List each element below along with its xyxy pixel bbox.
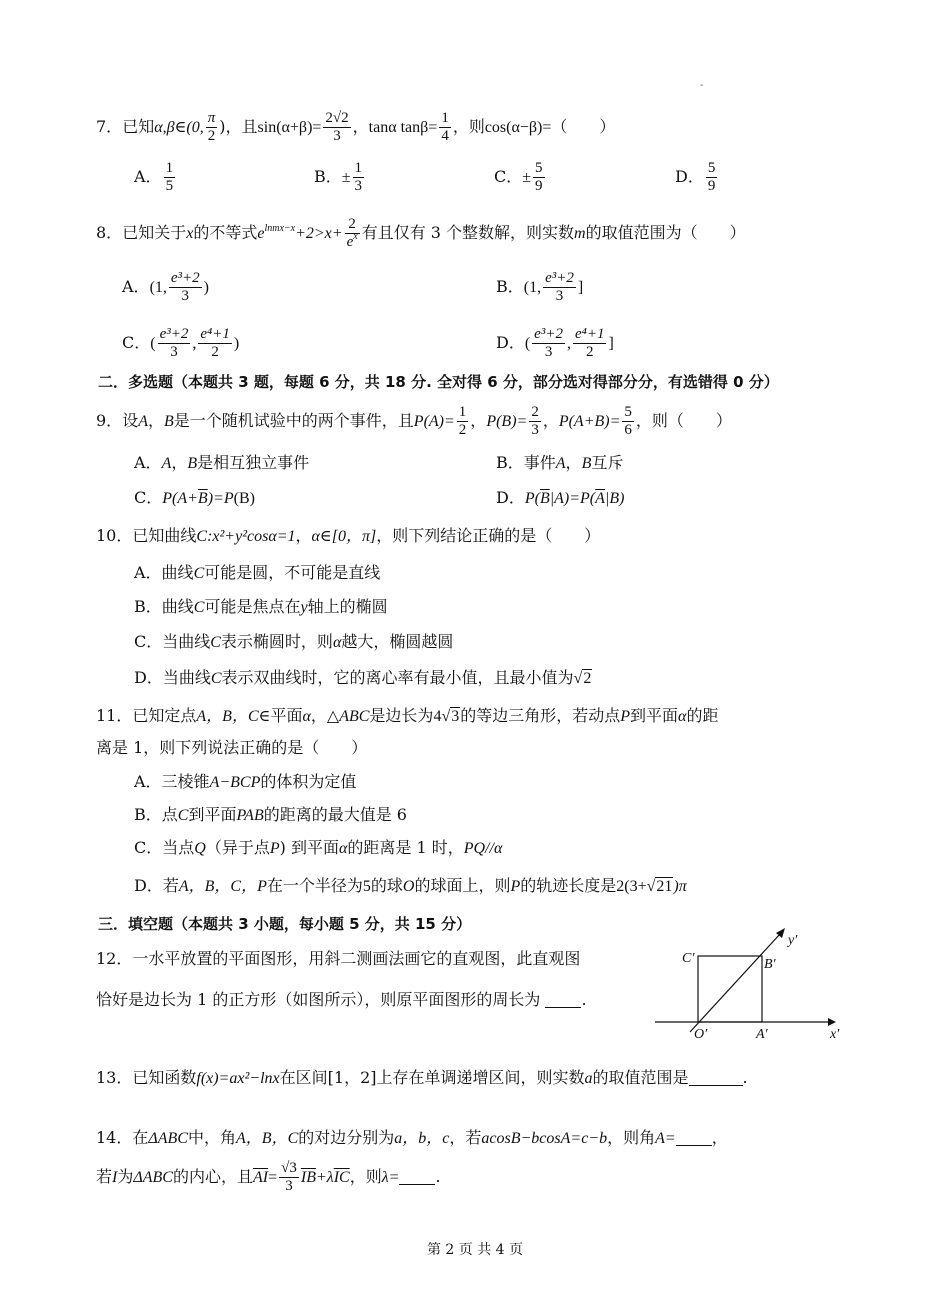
q14-line2-text-2: 为 [117,1167,134,1186]
q14-frac [279,1160,299,1195]
q10-c-label: C．当曲线 [134,632,211,651]
q9-pab: P(A+B)= [558,413,621,430]
q14-plus-lambda: +λ [315,1169,334,1186]
q8-d-frac-2 [573,326,607,361]
q14-answer-blank-1[interactable] [676,1131,712,1146]
q11-line-2: 离是 1，则下列说法正确的是（ ） [96,738,368,757]
q11-option-a [134,770,356,795]
q10-c-text-2: 越大，椭圆越圆 [341,632,454,651]
q9-comma-2: ， [470,411,487,430]
label-c-prime: C′ [682,951,695,966]
q11-d-expr-2: )π [673,878,687,895]
q7-tan-den: 4 [441,128,449,144]
q8-b-label: B． [496,277,524,296]
q8-d-post: ] [608,335,614,352]
q14-equals: = [268,1169,278,1186]
q9-comma-1: ， [147,411,164,430]
q11-side: 4 [433,708,442,725]
q8-a-pre: (1, [149,279,167,296]
q7-vars: α,β∈(0, [154,119,204,136]
q10-b-y: y [300,599,308,616]
q7-b-den: 3 [354,178,363,194]
q9-a-event-b: B [187,455,198,472]
q11-b-label: B．点 [134,805,178,824]
q10-option-a [134,561,380,586]
q7-d-den: 9 [707,178,716,194]
q8-frac-den-e: e [346,234,354,250]
q11-alpha: α [302,708,311,725]
q7-comma: ， [352,117,369,136]
q7-c-num: 5 [535,160,543,176]
q9-d-expr-2: |A)=P( [549,490,596,507]
question-8 [96,216,746,251]
q8-a-frac [169,270,202,305]
q12-line-2-row [96,988,587,1012]
q9-pb-num: 2 [531,404,539,420]
q11-b-c: C [177,807,189,824]
q8-d-den-1: 3 [544,344,553,360]
q11-alpha-2: α [678,708,687,725]
q14-i: I [112,1169,118,1186]
q10-a-label: A．曲线 [134,563,194,582]
q8-d-frac-1 [532,326,565,361]
q9-comma-3: ， [542,411,559,430]
q9-number: 9． [96,411,123,430]
q9-c-expr-3: (B) [233,490,255,507]
q10-option-d [134,666,592,691]
q7-c-sign: ± [522,169,532,186]
q7-sin-frac [323,110,350,145]
q9-pab-den: 6 [624,422,632,438]
q9-a-event-a: A [161,455,172,472]
q8-d-comma: , [566,335,571,352]
q11-d-o: O [402,878,415,895]
q8-option-a [122,270,209,305]
q8-c-num-1: e³+2 [159,326,189,342]
q7-two: 2 [207,128,216,144]
q9-option-d [496,486,624,511]
q7-option-c [494,160,547,195]
q14-number: 14． [96,1128,133,1147]
q7-text-3: ，则 [452,117,485,136]
q10-c-text-1: 表示椭圆时，则 [220,632,333,651]
q8-a-post: ) [203,279,209,296]
q7-a-label: A． [134,167,162,186]
q10-text-2: ，则下列结论正确的是（ ） [376,526,601,545]
q7-cos: cos(α−β)= [484,119,552,136]
q9-b-event-b: B [581,455,592,472]
q8-b-frac [543,270,576,305]
q8-c-frac-2 [198,326,232,361]
q9-pab-num: 5 [624,404,632,420]
x-axis-arrow [828,1018,836,1026]
q9-c-expr-2: )=P [207,490,234,507]
label-y-prime: y′ [788,933,798,948]
q10-b-text-2: 轴上的椭圆 [307,597,388,616]
q7-option-b [314,160,366,195]
q9-d-expr-1: P( [524,490,540,507]
q14-frac-den: 3 [285,1178,293,1194]
q8-exponent: lnmx−x [264,223,296,234]
q8-b-post: ] [577,279,584,296]
q9-a-text: 是相互独立事件 [197,453,310,472]
q9-b-label: B．事件 [496,453,556,472]
q14-vector-ib: $\overline{IB}$ [300,1169,316,1186]
q7-d-label: D． [675,167,704,186]
q7-a-den: 5 [165,178,174,194]
q14-text-5: ，则角 [607,1128,656,1147]
q9-text-2: 是一个随机试验中的两个事件，且 [173,411,414,430]
q9-pab-frac [622,404,634,439]
q11-c-p: P [269,840,280,857]
q11-p: P [620,708,631,725]
q10-d-label: D．当曲线 [134,668,211,687]
q8-c-frac-1 [158,326,191,361]
q11-d-r: 5 [362,878,371,895]
q14-sides: a，b，c [394,1130,450,1147]
q8-c-post: ) [233,335,240,352]
q9-a-comma: ， [171,453,188,472]
q8-frac-den-exp: x [353,231,358,242]
q7-option-a [134,160,177,195]
q13-text-2: 在区间[1，2]上存在单调递增区间，则实数 [279,1068,585,1087]
label-b-prime: B′ [764,957,776,972]
q14-comma: ， [711,1128,728,1147]
q14-text-2: 中，角 [188,1128,237,1147]
q10-b-label: B．曲线 [134,597,194,616]
q7-pi: π [207,110,216,126]
q7-d-num: 5 [707,160,716,176]
q11-c-text-2: ) 到平面 [279,838,339,857]
q9-b: B [164,413,174,430]
q7-option-d [675,160,719,195]
q11-text-4: 是边长为 [369,706,434,725]
q11-text-5: 的等边三角形，若动点 [460,706,621,725]
q11-option-b [134,803,407,828]
q11-c-label: C．当点 [134,838,195,857]
q9-b-event-a: A [555,455,566,472]
q7-sin-num: 2√2 [325,110,349,126]
q9-pb-den: 3 [531,422,539,438]
question-10 [96,524,600,549]
q11-option-c [134,836,502,861]
q8-text-3: 有且仅有 3 个整数解，则实数 [361,223,575,242]
q11-a-expr: A−BCP [209,774,261,791]
q9-pa-frac [457,404,469,439]
q7-sin-den: 3 [333,128,341,144]
q8-m: m [574,225,586,242]
q9-d-expr-3: |B) [604,490,625,507]
q14-vector-ic: $\overline{IC}$ [333,1169,350,1186]
q7-tan-num: 1 [441,110,449,126]
q8-d-label: D． [496,333,525,352]
q10-comma: ， [295,526,312,545]
q14-line2-text-3: 的内心，且 [172,1167,253,1186]
q14-text-3: 的对边分别为 [298,1128,395,1147]
q8-text-2: 的不等式 [193,223,258,242]
q8-b-den: 3 [555,288,564,304]
q7-d-frac [706,160,718,195]
q9-b-text: 互斥 [591,453,624,472]
q14-triangle: ΔABC [148,1130,188,1147]
q13-text: 已知函数 [132,1068,197,1087]
question-7 [96,110,615,145]
q9-d-label: D． [496,488,525,507]
q11-text-3: ，△ [310,706,340,725]
q11-a-text: 的体积为定值 [260,772,357,791]
label-o-prime: O′ [694,1027,708,1042]
q9-d-bar-a: $\overline{A}$ [595,490,605,507]
q8-mid: +2>x+ [295,225,343,242]
label-x-prime: x′ [830,1027,840,1042]
q11-side-sqrt-value: 3 [451,708,460,725]
q10-d-c: C [210,670,222,687]
y-axis-line [690,934,780,1032]
q11-text-7: 的距 [686,706,719,725]
q7-text: 已知 [122,117,155,136]
q8-c-comma: , [192,335,197,352]
q14-text-4: ，若 [449,1128,482,1147]
q11-number: 11． [96,706,133,725]
q9-pb-frac [529,404,541,439]
q7-tan-frac [439,110,451,145]
q8-d-pre: ( [524,335,531,352]
q10-option-c [134,630,453,655]
q11-c-expr: PQ//α [463,840,503,857]
q8-frac [345,216,360,251]
q11-d-text-3: 的球面上，则 [414,876,511,895]
q14-text: 在 [132,1128,149,1147]
question-9 [96,404,732,439]
q12-answer-blank[interactable] [545,993,581,1008]
q14-line-2 [96,1160,441,1195]
q11-d-text-1: 在一个半径为 [266,876,363,895]
q8-text: 已知关于 [122,223,187,242]
q11-b-text-2: 的距离的最大值是 6 [263,805,407,824]
q8-d-den-2: 2 [585,344,594,360]
q9-a-label: A． [134,453,162,472]
q9-text: 设 [122,411,139,430]
q11-d-expr-1: 2(3+ [616,878,647,895]
q8-d-num-1: e³+2 [534,326,563,342]
q10-number: 10． [96,526,133,545]
q14-line2-text-4: ，则 [349,1167,382,1186]
q10-a-text: 可能是圆，不可能是直线 [204,563,381,582]
q10-d-sqrt: √2 [573,670,592,687]
q13-text-3: 的取值范围是 [592,1068,689,1087]
q8-e: e [257,225,265,242]
q11-d-p: P [510,878,521,895]
q14-points: A，B，C [236,1130,299,1147]
q9-c-expr-1: P(A+ [162,490,198,507]
section-fill-blank-heading: 三．填空题（本题共 3 小题，每小题 5 分，共 15 分） [98,915,472,933]
q8-option-b [496,270,583,305]
q8-c-den-1: 3 [170,344,178,360]
q11-text: 已知定点 [132,706,197,725]
q7-b-label: B． [314,167,342,186]
q9-option-a [134,451,309,476]
section-multiple-choice-heading: 二．多选题（本题共 3 题，每题 6 分，共 18 分. 全对得 6 分，部分选对得部分分，有选错得 0 分） [98,373,779,391]
q7-number: 7． [96,117,123,136]
q14-angle-a: A= [655,1130,676,1147]
q8-frac-num: 2 [345,216,360,234]
q9-pb: P(B)= [486,413,528,430]
q11-c-q: Q [194,840,206,857]
q10-range: α∈[0，π] [311,528,377,545]
q12-number: 12． [96,949,133,968]
q10-c-c: C [210,634,221,651]
q8-x: x [186,225,194,242]
q8-frac-den [345,231,360,251]
q13-a: a [584,1070,593,1087]
q7-paren: （ ） [551,117,616,136]
q12-line-2: 恰好是边长为 1 的正方形（如图所示），则原平面图形的周长为 [96,990,541,1009]
q13-answer-blank[interactable] [689,1071,743,1086]
q10-option-b [134,595,388,620]
q8-number: 8． [96,223,123,242]
q7-b-frac [353,160,365,195]
q11-d-label: D．若 [134,876,179,895]
q8-c-label: C． [122,333,151,352]
q8-c-den-2: 2 [211,344,219,360]
q9-pa: P(A)= [413,413,455,430]
page-footer: 第 2 页 共 4 页 [426,1242,524,1258]
q13-number: 13． [96,1068,133,1087]
q9-option-b [496,451,623,476]
q11-side-sqrt: √3 [441,708,460,725]
q11-text-6: 到平面 [630,706,679,725]
q14-frac-num: √3 [281,1160,297,1176]
q9-b-comma: ， [565,453,582,472]
q11-c-text-1: （异于点 [205,838,270,857]
q8-text-4: 的取值范围为（ ） [585,223,746,242]
q11-option-d [134,874,687,899]
q7-c-den: 9 [535,178,543,194]
q7-sin: sin(α+β)= [257,119,322,136]
q14-line2-text: 若 [96,1167,113,1186]
q11-d-points: A，B，C，P [178,878,267,895]
q14-end: . [435,1167,441,1186]
q10-d-text: 表示双曲线时，它的离心率有最小值，且最小值为 [221,668,574,687]
q8-b-pre: (1, [523,279,542,296]
q7-c-frac [533,160,545,195]
q7-b-num: 1 [354,160,363,176]
q11-a-label: A．三棱锥 [134,772,210,791]
q8-a-num: e³+2 [170,270,200,286]
q11-abc: ABC [339,708,370,725]
question-11 [96,704,718,729]
question-13 [96,1066,748,1091]
q11-d-sqrt: √21 [646,878,673,895]
q11-b-pab: PAB [236,807,264,824]
q11-points: A，B，C∈ [196,708,271,725]
q9-c-bar-b: $\overline{B}$ [197,490,208,507]
q9-d-bar-b: $\overline{B}$ [539,490,550,507]
q9-a: A [138,413,148,430]
q7-a-frac [164,160,176,195]
q8-c-pre: ( [150,335,156,352]
q8-option-c [122,326,239,361]
q11-d-text-4: 的轨迹长度是 [520,876,617,895]
q7-a-num: 1 [165,160,174,176]
q14-vector-ai: $\overline{AI}$ [252,1169,269,1186]
q8-a-den: 3 [181,288,190,304]
q10-text: 已知曲线 [132,526,197,545]
q9-c-label: C． [134,488,163,507]
q14-answer-blank-2[interactable] [399,1170,435,1185]
q8-b-num: e³+2 [545,270,574,286]
q12-line-1: 一水平放置的平面图形，用斜二测画法画它的直观图，此直观图 [132,949,581,968]
question-12 [96,947,580,971]
q14-lambda: λ= [381,1169,400,1186]
q7-text-2: )，且 [219,117,258,136]
q11-text-2: 平面 [270,706,303,725]
q10-b-text-1: 可能是焦点在 [204,597,301,616]
q9-pa-den: 2 [458,422,467,438]
question-14 [96,1126,728,1151]
q8-c-num-2: e⁴+1 [200,326,230,342]
q12-figure [650,922,850,1042]
q7-pi-over-2 [206,110,218,145]
q11-d-text-2: 的球 [370,876,403,895]
q10-c-alpha: α [332,634,342,651]
q8-option-d [496,326,614,361]
q7-tan: tanα tanβ= [368,119,438,136]
q8-d-num-2: e⁴+1 [574,326,605,342]
q14-triangle-2: ΔABC [133,1169,173,1186]
q11-b-text-1: 到平面 [188,805,237,824]
q12-end: . [581,990,587,1009]
q9-option-c [134,486,255,511]
q14-expr: acosB−bcosA=c−b [481,1130,608,1147]
label-a-prime: A′ [756,1027,768,1042]
q10-curve: C:x²+y²cosα=1 [196,528,296,545]
q13-end: . [742,1068,748,1087]
q11-c-text-3: 的距离是 1 时， [347,838,464,857]
q10-b-c: C [193,599,205,616]
corner-mark: - [700,80,704,91]
q13-function: f(x)=ax²−lnx [196,1070,280,1087]
q7-c-label: C． [494,167,523,186]
q9-pa-num: 1 [458,404,467,420]
q10-d-sqrt-value: 2 [583,670,592,687]
q9-text-3: ，则（ ） [635,411,732,430]
q8-a-label: A． [122,277,150,296]
q10-a-c: C [193,565,205,582]
q7-b-sign: ± [341,169,351,186]
q11-c-alpha: α [338,840,348,857]
q11-d-sqrt-value: 21 [656,878,673,895]
